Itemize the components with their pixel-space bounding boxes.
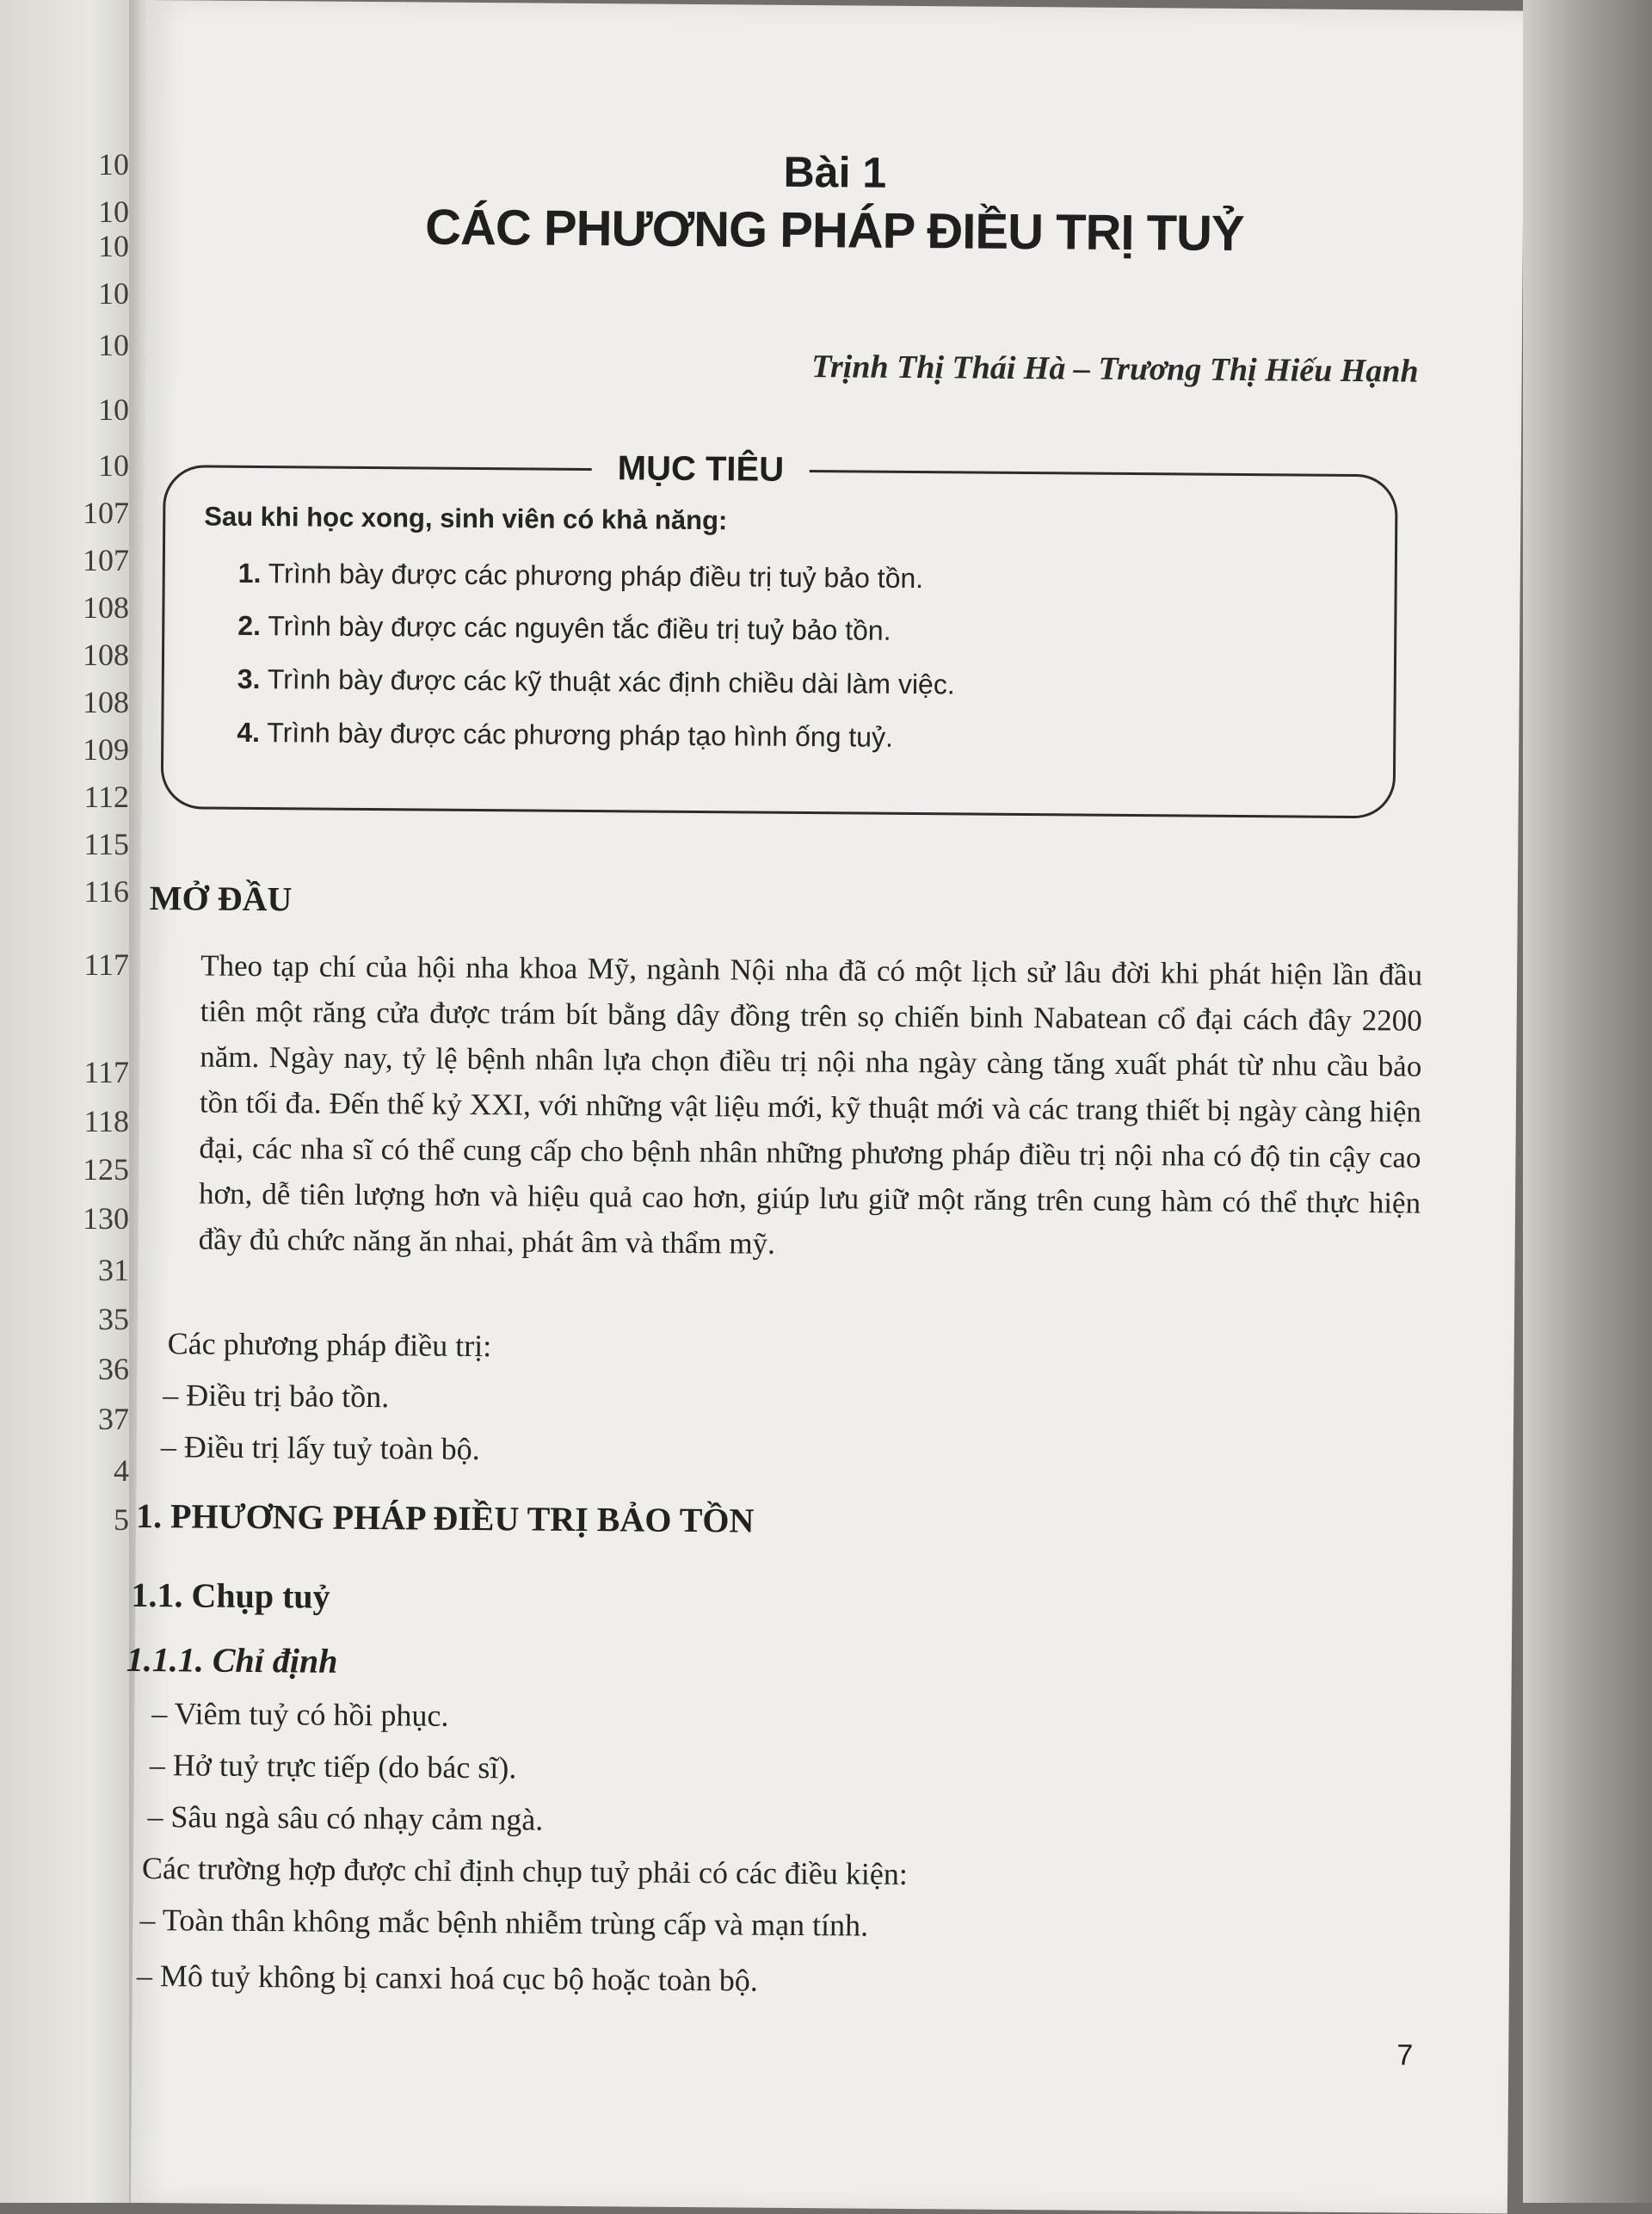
method-item: – Điều trị bảo tồn. [163,1378,390,1415]
subsubsection-heading: 1.1.1. Chỉ định [126,1639,338,1681]
subsection-heading: 1.1. Chụp tuỷ [131,1575,330,1616]
toc-number: 117 [83,1055,129,1089]
objective-number: 2. [237,609,262,642]
page-edge-background [1523,0,1652,2203]
toc-number: 116 [83,874,129,909]
objective-item [238,558,924,595]
objective-text: Trình bày được các phương pháp tạo hình ống tuỷ. [267,717,894,753]
toc-number: 115 [83,827,129,861]
lesson-number: Bài 1 [783,147,887,197]
toc-number: 4 [114,1453,129,1488]
objective-item [237,610,891,647]
toc-number: 117 [83,947,129,982]
toc-number: 118 [83,1104,129,1138]
indication-item: – Sâu ngà sâu có nhạy cảm ngà. [147,1799,544,1837]
intro-paragraph: Theo tạp chí của hội nha khoa Mỹ, ngành Nội nha đã có một lịch sử lâu đời khi phát hiện lần đầu tiên một răng cửa được trám bít bằng dây đồng trên sọ chiến binh Nabatean cổ đại cách đây 2200 năm. Ngày nay, tỷ lệ bệnh nhân lựa chọn điều trị nội nha ngày càng tăng xuất phát từ nhu cầu bảo tồn tối đa. Đến thế kỷ XXI, với những vật liệu mới, kỹ thuật mới và các trang thiết bị ngày càng hiện đại, các nha sĩ có thể cung cấp cho bệnh nhân những phương pháp điều trị nội nha có độ tin cậy cao hơn, dễ tiên lượng hơn và hiệu quả cao hơn, giúp lưu giữ một răng trên cung hàm có thể thực hiện đầy đủ chức năng ăn nhai, phát âm và thẩm mỹ. [198,948,1423,1261]
toc-number: 109 [83,732,129,767]
toc-number: 107 [83,496,129,530]
toc-number: 31 [98,1253,129,1287]
objective-item [237,717,893,754]
toc-number: 10 [98,392,129,427]
objectives-intro: Sau khi học xong, sinh viên có khả năng: [204,501,728,536]
page-number: 7 [1396,2038,1414,2072]
toc-number: 108 [83,590,129,625]
toc-number: 36 [98,1352,129,1386]
condition-item: – Toàn thân không mắc bệnh nhiễm trùng cấp và mạn tính. [139,1902,869,1943]
objective-item [237,663,955,701]
authors: Trịnh Thị Thái Hà – Trương Thị Hiếu Hạnh [811,348,1419,390]
book-page [126,0,1525,2213]
toc-number: 10 [98,229,129,263]
intro-heading: MỞ ĐẦU [149,879,293,919]
indication-item: – Hở tuỷ trực tiếp (do bác sĩ). [149,1748,517,1785]
toc-number: 10 [98,147,129,182]
toc-number: 125 [83,1152,129,1187]
toc-number: 10 [98,276,129,311]
page-title: CÁC PHƯƠNG PHÁP ĐIỀU TRỊ TUỶ [424,199,1244,262]
section-heading: 1. PHƯƠNG PHÁP ĐIỀU TRỊ BẢO TỒN [135,1496,755,1540]
toc-number: 10 [98,448,129,483]
objective-number: 4. [237,716,261,749]
toc-number: 10 [98,194,129,229]
indication-item: – Viêm tuỷ có hồi phục. [151,1696,449,1733]
objective-text: Trình bày được các kỹ thuật xác định chiều dài làm việc. [267,663,955,700]
objective-number: 1. [237,557,262,589]
objectives-heading: MỤC TIÊU [592,449,811,490]
conditions-label: Các trường hợp được chỉ định chụp tuỷ phải có các điều kiện: [141,1851,908,1892]
toc-number: 10 [98,328,129,362]
toc-number: 108 [83,638,129,672]
previous-page-edge [0,0,151,2203]
toc-number: 130 [83,1201,129,1236]
objective-text: Trình bày được các phương pháp điều trị tuỷ bảo tồn. [268,558,924,595]
toc-number: 37 [98,1402,129,1436]
condition-item: – Mô tuỷ không bị canxi hoá cục bộ hoặc toàn bộ. [136,1958,758,1998]
objective-number: 3. [237,663,261,695]
toc-number: 107 [83,543,129,577]
toc-number: 108 [83,685,129,719]
toc-number: 112 [83,780,129,814]
method-item: – Điều trị lấy tuỷ toàn bộ. [160,1429,480,1467]
toc-number: 35 [98,1302,129,1336]
methods-label: Các phương pháp điều trị: [167,1326,492,1364]
toc-number: 5 [114,1502,129,1537]
objective-text: Trình bày được các nguyên tắc điều trị tuỷ bảo tồn. [268,610,891,646]
